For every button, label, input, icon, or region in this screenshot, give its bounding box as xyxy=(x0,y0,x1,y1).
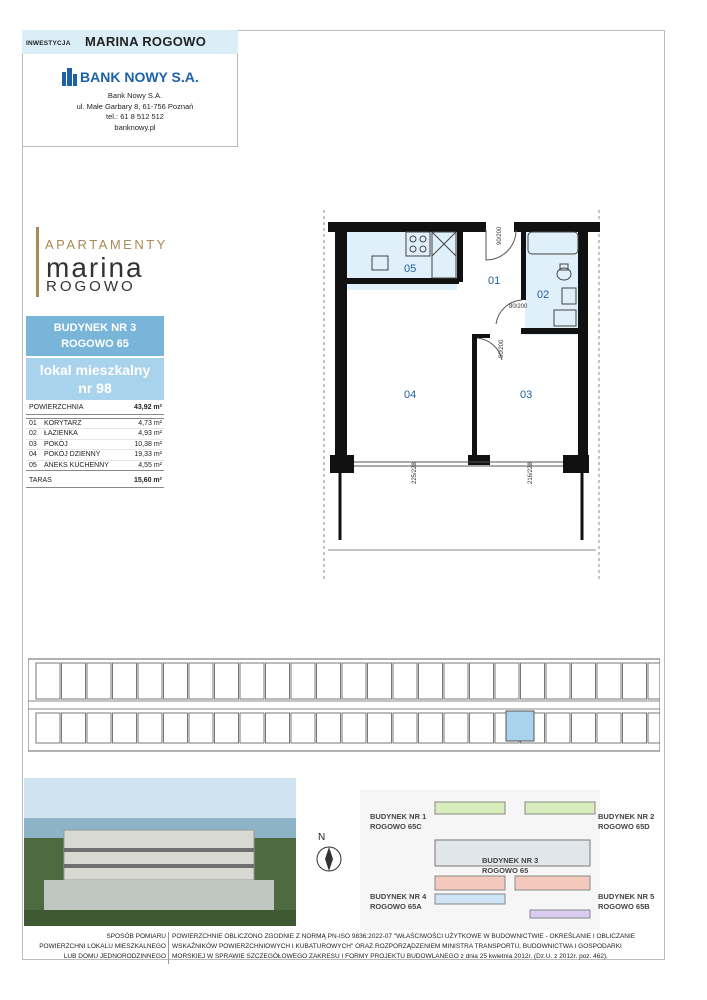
unit-cell xyxy=(648,713,660,743)
site-label-line: ROGOWO 65A xyxy=(370,902,422,911)
footer-left xyxy=(26,932,166,962)
unit-cell xyxy=(317,713,341,743)
room-area: 19,33 m² xyxy=(134,451,162,459)
unit-cell xyxy=(291,663,315,699)
site-label xyxy=(370,812,426,832)
building-photo xyxy=(24,778,296,926)
footer-left-line: LUB DOMU JEDNORODZINNEGO xyxy=(63,953,166,960)
unit-cell xyxy=(62,713,86,743)
room-name: ANEKS KUCHENNY xyxy=(44,461,109,469)
unit-cell xyxy=(291,713,315,743)
site-label xyxy=(598,892,654,912)
unit-cell xyxy=(36,713,60,743)
building-line1: BUDYNEK NR 3 xyxy=(53,322,137,334)
unit-cell xyxy=(164,713,188,743)
site-label-line: ROGOWO 65D xyxy=(598,822,650,831)
unit-line2: nr 98 xyxy=(78,380,112,396)
site-label-line: BUDYNEK NR 3 xyxy=(482,856,539,865)
north-label: N xyxy=(318,832,326,843)
door-dim: 90/200 xyxy=(497,226,503,245)
room-no: 03 xyxy=(29,440,37,448)
building-line2: ROGOWO 65 xyxy=(61,338,129,350)
unit-cell xyxy=(368,713,392,743)
table-row xyxy=(26,450,164,460)
terrace-row xyxy=(26,475,164,488)
unit-cell xyxy=(215,663,239,699)
room-area: 4,93 m² xyxy=(138,430,162,438)
table-row xyxy=(26,440,164,450)
unit-cell xyxy=(215,713,239,743)
room-no: 02 xyxy=(29,430,37,438)
bank-info xyxy=(45,91,225,133)
room-area: 4,73 m² xyxy=(138,420,162,427)
bank-logo-icon xyxy=(62,66,78,86)
room-name: POKÓJ DZIENNY xyxy=(44,451,101,459)
footer-right xyxy=(172,932,662,962)
footer-left-line: POWIERZCHNI LOKALU MIESZKALNEGO xyxy=(39,943,166,950)
unit-cell xyxy=(138,713,162,743)
highlighted-unit xyxy=(506,711,534,741)
room-area: 10,38 m² xyxy=(134,440,162,448)
terrace-label: TARAS xyxy=(29,477,52,484)
site-label-line: BUDYNEK NR 5 xyxy=(598,892,655,901)
table-row xyxy=(26,461,164,470)
table-row xyxy=(26,419,164,429)
unit-cell xyxy=(240,663,264,699)
area-value: 43,92 m² xyxy=(133,404,162,411)
unit-line1: lokal mieszkalny xyxy=(39,362,151,378)
unit-cell xyxy=(62,663,86,699)
bank-info-line: ul. Małe Garbary 8, 61-756 Poznań xyxy=(76,101,194,111)
unit-cell xyxy=(546,663,570,699)
investment-label: INWESTYCJA xyxy=(26,40,71,47)
unit-cell xyxy=(393,713,417,743)
unit-cell xyxy=(521,663,545,699)
site-label-line: BUDYNEK NR 2 xyxy=(598,812,655,821)
room-name: ŁAZIENKA xyxy=(44,430,78,438)
bank-info-line: tel.: 61 8 512 512 xyxy=(106,112,164,121)
site-label-line: BUDYNEK NR 4 xyxy=(370,892,427,901)
terrace-value: 15,60 m² xyxy=(133,477,162,484)
unit-cell xyxy=(189,713,213,743)
unit-cell xyxy=(419,713,443,743)
unit-cell xyxy=(342,663,366,699)
project-name: MARINA ROGOWO xyxy=(85,34,207,49)
unit-cell xyxy=(623,663,647,699)
footer-right-line: MORSKIEJ W SPRAWIE SZCZEGÓŁOWEGO ZAKRESU I FORMY PROJEKTU BUDOWLANEGO z dnia 25 kwietnia 2012r. (Dz.U. z 2012r. poz. 462). xyxy=(172,953,608,960)
compass-icon xyxy=(315,845,343,873)
bank-info-line: Bank Nowy S.A. xyxy=(107,91,163,100)
site-label-line: ROGOWO 65C xyxy=(370,822,422,831)
unit-cell xyxy=(164,663,188,699)
room-no: 05 xyxy=(29,461,37,469)
floor-plan xyxy=(320,210,605,585)
room-area: 4,55 m² xyxy=(138,461,162,469)
site-label xyxy=(482,856,538,876)
site-label-line: ROGOWO 65 xyxy=(482,866,529,875)
footer-right-line: POWIERZCHNIE OBLICZONO ZGODNIE Z NORMĄ PN-ISO 9836:2022-07 "WŁAŚCIWOŚCI UŻYTKOWE W BUDOWNICTWIE - OKREŚLANIE I OBLICZANIE xyxy=(172,933,636,940)
door-dim: 80/200 xyxy=(509,304,528,310)
site-label-line: BUDYNEK NR 1 xyxy=(370,812,427,821)
unit-box xyxy=(26,358,164,400)
logo-apartamenty: APARTAMENTY xyxy=(45,237,168,252)
footer-divider xyxy=(168,932,169,964)
door-dim: 90/200 xyxy=(499,339,505,358)
room-name: POKÓJ xyxy=(44,440,68,448)
floor-overview xyxy=(28,655,660,755)
unit-cell xyxy=(470,713,494,743)
bank-info-line: banknowy.pl xyxy=(114,122,156,132)
unit-cell xyxy=(113,663,137,699)
footer-left-line: SPOSÓB POMIARU xyxy=(106,933,166,940)
room-label: 05 xyxy=(404,263,417,275)
unit-cell xyxy=(623,713,647,743)
bathroom-area xyxy=(525,230,580,335)
unit-cell xyxy=(368,663,392,699)
rooms-table xyxy=(26,418,164,471)
unit-cell xyxy=(189,663,213,699)
unit-cell xyxy=(546,713,570,743)
unit-cell xyxy=(648,663,660,699)
room-label: 02 xyxy=(537,289,550,301)
unit-cell xyxy=(470,663,494,699)
unit-cell xyxy=(495,663,519,699)
logo-rogowo: ROGOWO xyxy=(46,278,136,295)
unit-cell xyxy=(317,663,341,699)
table-row xyxy=(26,429,164,439)
logo-marina: marina xyxy=(46,252,144,283)
room-label: 03 xyxy=(520,389,533,401)
unit-cell xyxy=(36,663,60,699)
unit-cell xyxy=(597,713,621,743)
unit-cell xyxy=(266,713,290,743)
unit-cell xyxy=(572,663,596,699)
area-row xyxy=(26,402,164,415)
unit-cell xyxy=(342,713,366,743)
area-label: POWIERZCHNIA xyxy=(29,404,84,411)
unit-cell xyxy=(572,713,596,743)
bank-name: BANK NOWY S.A. xyxy=(80,69,199,85)
unit-cell xyxy=(393,663,417,699)
unit-cell xyxy=(419,663,443,699)
site-label xyxy=(370,892,426,912)
building-box xyxy=(26,316,164,356)
window-dim: 225/228 xyxy=(412,462,418,484)
room-label: 01 xyxy=(488,275,501,287)
unit-cell xyxy=(138,663,162,699)
site-label-line: ROGOWO 65B xyxy=(598,902,650,911)
unit-cell xyxy=(444,663,468,699)
room-no: 04 xyxy=(29,451,37,459)
unit-cell xyxy=(87,713,111,743)
unit-cell xyxy=(597,663,621,699)
unit-cell xyxy=(240,713,264,743)
unit-cell xyxy=(113,713,137,743)
unit-cell xyxy=(444,713,468,743)
unit-cell xyxy=(266,663,290,699)
room-label: 04 xyxy=(404,389,417,401)
footer-right-line: WSKAŹNIKÓW POWIERZCHNIOWYCH I KUBATUROWYCH" ORAZ ROZPORZĄDZENIEM MINISTRA TRANSPORTU, BUDOWNICTWA I GOSPODARKI xyxy=(172,943,622,950)
room-name: KORYTARZ xyxy=(44,420,82,427)
site-label xyxy=(598,812,654,832)
logo-bar xyxy=(36,227,39,297)
window-dim: 216/228 xyxy=(528,462,534,484)
room-no: 01 xyxy=(29,420,37,427)
unit-cell xyxy=(87,663,111,699)
